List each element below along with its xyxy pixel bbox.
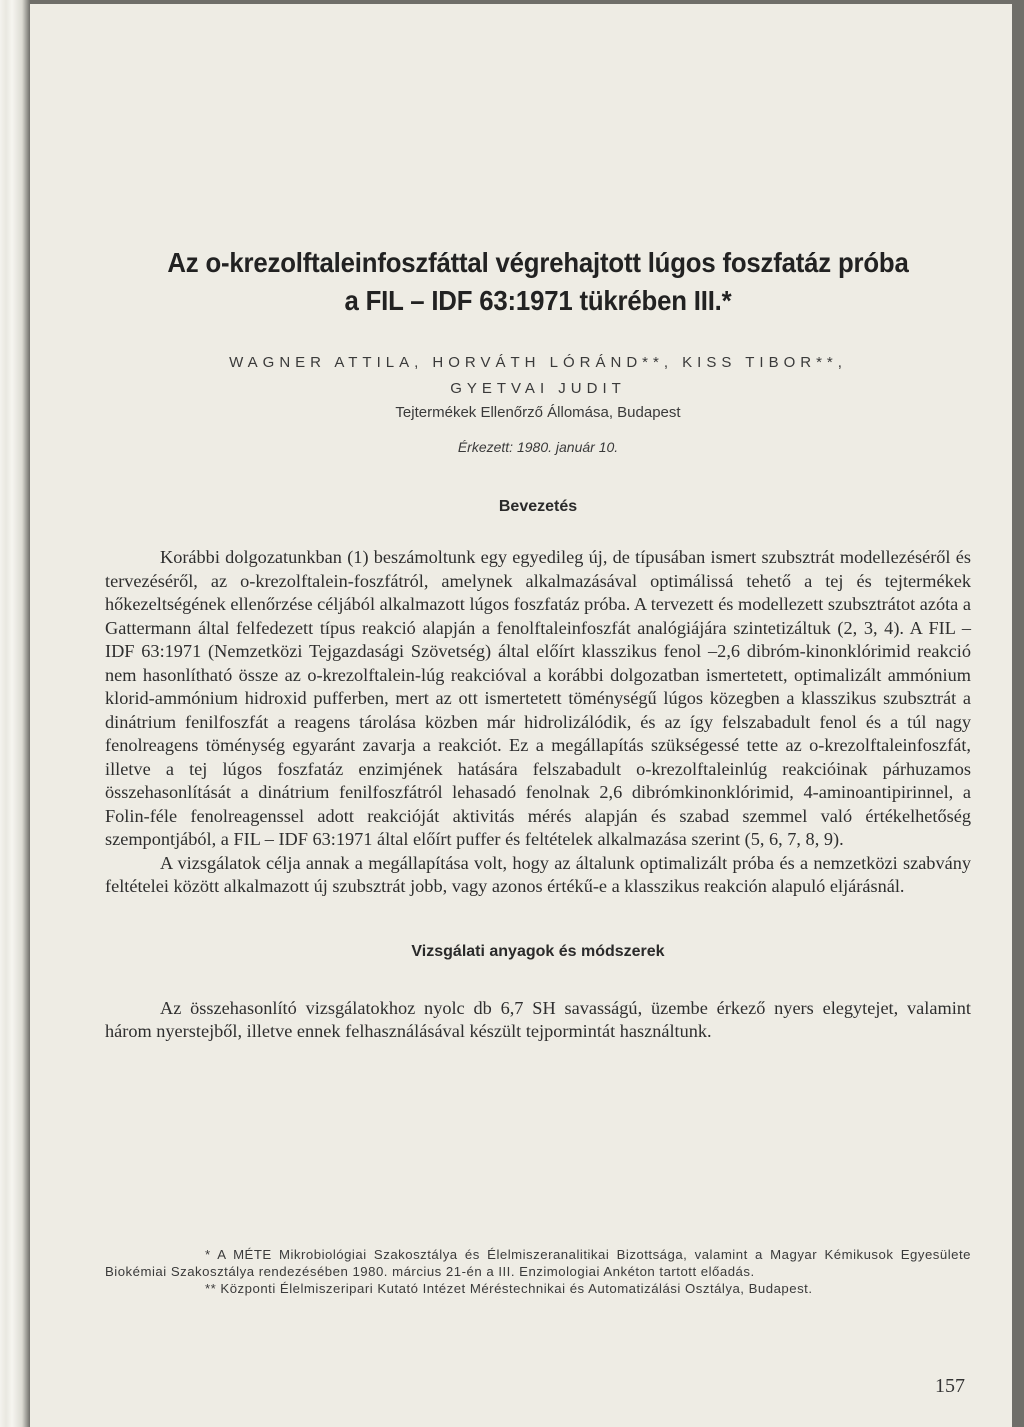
article-title: [140, 4, 937, 320]
intro-paragraph-2: A vizsgálatok célja annak a megállapítása volt, hogy az általunk optimalizált próba és a nemzetközi szabvány feltételei között alkalmazott új szubsztrát jobb, vagy azonos értékű-e a klasszikus reakción alapuló eljárásnál.: [105, 852, 971, 896]
authors: [105, 350, 971, 402]
title-line-2: a FIL – IDF 63:1971 tükrében III.*: [344, 285, 732, 316]
received-date: Érkezett: 1980. január 10.: [457, 439, 619, 455]
title-line-1: Az o-krezolftaleinfoszfáttal végrehajtott lúgos foszfatáz próba: [167, 247, 909, 278]
authors-line-1: WAGNER ATTILA, HORVÁTH LÓRÁND**, KISS TIBOR**,: [229, 354, 847, 371]
footnote-1: * A MÉTE Mikrobiológiai Szakosztálya és Élelmiszeranalitikai Bizottsága, valamint a Magyar Kémikusok Egyesülete Biokémiai Szakosztálya rendezésében 1980. március 21-én a III. Enzimologiai Ankéton tartott előadás.: [105, 1247, 971, 1279]
authors-line-2: GYETVAI JUDIT: [450, 380, 626, 397]
article-body: [105, 4, 971, 1044]
methods-paragraph-1: Az összehasonlító vizsgálatokhoz nyolc db 6,7 SH savasságú, üzembe érkező nyers elegytejet, valamint három nyerstejből, illetve ennek felhasználásával készült tejpormintát használtunk.: [105, 997, 971, 1041]
institution: Tejtermékek Ellenőrző Állomása, Budapest: [395, 404, 681, 421]
intro-paragraph-1: Korábbi dolgozatunkban (1) beszámoltunk egy egyedileg új, de típusában ismert szubsztrát modellezéséről és tervezéséről, az o-krezolftalein-foszfátról, amelynek alkalmazásával optimálissá tehető a tej és tejtermékek hőkezeltségének ellenőrzése céljából alkalmazott lúgos foszfatáz próba. A tervezett és modellezett szubsztrátot azóta a Gattermann által felfedezett típus reakció alapján a fenolftaleinfoszfát analógiájára szintetizáltuk (2, 3, 4). A FIL – IDF 63:1971 (Nemzetközi Tejgazdasági Szövetség) által előírt klasszikus fenol –2,6 dibróm-kinonklórimid reakció nem hasonlítható össze az o-krezolftalein-lúg reakcióval a korábbi dolgozatban ismertetett, optimalizált ammónium klorid-ammónium hidroxid pufferben, mert az ott ismertetett töménységű lúgos közegben a klasszikus szubsztrát a dinátrium fenilfoszfát a reagens tárolása közben már hidrolizálódik, és az így felszabadult fenol és a túl nagy fenolreagens töménység egyaránt zavarja a reakciót. Ez a megállapítás szükségessé tette az o-krezolftaleinfoszfát, illetve a tej lúgos foszfatáz enzimjének hatására felszabadult o-krezolftaleinlúg reakcióinak párhuzamos összehasonlítását a dinátrium fenilfoszfátról lehasadó fenolnak 2,6 dibrómkinonklórimid, 4-aminoantipirinnel, a Folin-féle fenolreagenssel adott reakcióját aktivitás mérés alapján és szabad szemmel való értékelhetőség szempontjából, a FIL – IDF 63:1971 által előírt puffer és feltételek alkalmazása szerint (5, 6, 7, 8, 9).: [105, 547, 971, 849]
scan-binding-edge: [0, 0, 30, 1427]
document-page: [30, 4, 1012, 1427]
footnotes: [105, 1246, 971, 1297]
section-heading-methods: Vizsgálati anyagok és módszerek: [411, 942, 665, 960]
footnote-2: ** Központi Élelmiszeripari Kutató Intézet Méréstechnikai és Automatizálási Osztálya, Budapest.: [205, 1281, 813, 1296]
section-heading-introduction: Bevezetés: [498, 498, 578, 515]
page-number: 157: [935, 1375, 965, 1397]
